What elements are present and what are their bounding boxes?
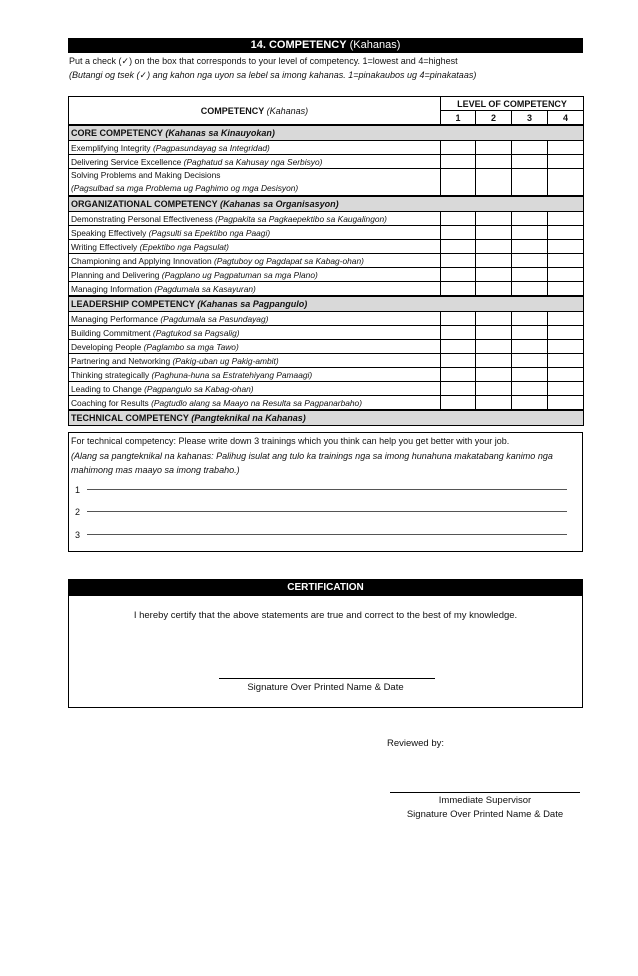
competency-label-local: (Pagpangulo sa Kabag-ohan) [144,383,254,394]
level-1-checkbox[interactable] [441,268,476,282]
level-4-checkbox[interactable] [548,368,584,382]
competency-label-local: (Pagsulbad sa mga Problema ug Paghimo og mga Desisyon) [71,183,299,193]
competency-row [69,326,584,340]
level-2-checkbox[interactable] [476,240,512,254]
competency-header: COMPETENCY (Kahanas) [69,97,441,126]
competency-label-local: (Pagpasundayag sa Integridad) [152,142,270,153]
competency-label: Solving Problems and Making Decisions [71,170,221,180]
training-line-number: 2 [75,507,81,517]
competency-row [69,282,584,297]
training-input-1[interactable] [87,489,567,490]
competency-header-local: (Kahanas) [266,105,309,116]
level-1-checkbox[interactable] [441,240,476,254]
level-2-checkbox[interactable] [476,141,512,155]
competency-label-local: (Pagpakita sa Pagkaepektibo sa Kaugalingon) [215,213,387,224]
level-3-checkbox[interactable] [512,268,548,282]
level-4-checkbox[interactable] [548,326,584,340]
competency-label: Coaching for Results [71,397,149,408]
level-4-checkbox[interactable] [548,268,584,282]
competency-label-local: (Pagplano ug Pagpatuman sa mga Plano) [161,269,318,280]
level-1-checkbox[interactable] [441,340,476,354]
technical-instruction-english: For technical competency: Please write down 3 trainings which you think can help you get better with your job. [71,436,510,446]
competency-label-local: (Pakig-uban ug Pakig-ambit) [172,355,279,366]
level-3-checkbox[interactable] [512,382,548,396]
org-section-header [69,196,584,212]
level-4-checkbox[interactable] [548,240,584,254]
competency-label: Leading to Change [71,383,142,394]
competency-row [69,141,584,155]
competency-row [69,396,584,411]
competency-label: Writing Effectively [71,241,138,252]
technical-instruction-cebuano: (Alang sa pangteknikal na kahanas: Palihug isulat ang tulo ka trainings nga sa imong hunahuna makatabang kanimo nga mahimong mas maayo sa imong trabaho.) [71,451,553,475]
level-1-checkbox[interactable] [441,312,476,326]
competency-label: Building Commitment [71,327,151,338]
competency-label: Developing People [71,341,142,352]
level-4-checkbox[interactable] [548,212,584,226]
competency-row [69,254,584,268]
level-3-checkbox[interactable] [512,312,548,326]
level-3-checkbox[interactable] [512,326,548,340]
leadership-section-header [69,296,584,312]
level-1-checkbox[interactable] [441,382,476,396]
competency-row [69,169,584,197]
competency-table [68,96,584,426]
competency-label-local: (Paglambo sa mga Tawo) [143,341,239,352]
competency-label: Speaking Effectively [71,227,147,238]
level-4-checkbox[interactable] [548,254,584,268]
level-2-checkbox[interactable] [476,268,512,282]
section-title-bar [68,38,583,53]
level-4-checkbox[interactable] [548,396,584,411]
level-3-checkbox[interactable] [512,240,548,254]
competency-row [69,312,584,326]
competency-label: Exemplifying Integrity [71,142,151,153]
level-1-checkbox[interactable] [441,282,476,297]
level-3-checkbox[interactable] [512,155,548,169]
level-1-checkbox[interactable] [441,354,476,368]
level-2-checkbox[interactable] [476,382,512,396]
technical-section-header [69,410,584,426]
level-3-checkbox[interactable] [512,354,548,368]
level-4-checkbox[interactable] [548,155,584,169]
level-3-checkbox[interactable] [512,212,548,226]
competency-label-local: (Pagsulti sa Epektibo nga Paagi) [148,227,271,238]
level-4-checkbox[interactable] [548,141,584,155]
competency-row [69,268,584,282]
competency-label: Delivering Service Excellence [71,156,182,167]
leadership-section-title-local: (Kahanas sa Pagpangulo) [197,299,308,309]
competency-label-local: (Pagtuboy og Pagdapat sa Kabag-ohan) [213,255,364,266]
competency-label: Demonstrating Personal Effectiveness [71,213,213,224]
level-2-header: 2 [476,111,512,126]
competency-label-local: (Pagtudlo alang sa Maayo na Resulta sa Pagpanarbaho) [151,397,362,408]
core-section-title: CORE COMPETENCY [71,128,163,138]
level-2-checkbox[interactable] [476,312,512,326]
instruction-english: Put a check (✓) on the box that corresponds to your level of competency. 1=lowest and 4=highest [69,56,458,66]
level-4-header: 4 [548,111,584,126]
level-2-checkbox[interactable] [476,396,512,411]
competency-label-local: (Pagdumala sa Kasayuran) [154,283,256,294]
competency-row [69,212,584,226]
level-2-checkbox[interactable] [476,368,512,382]
training-input-2[interactable] [87,511,567,512]
competency-label: Planning and Delivering [71,269,162,280]
technical-section-title: TECHNICAL COMPETENCY [71,413,189,423]
section-subtitle: (Kahanas) [349,39,401,51]
reviewed-by-label: Reviewed by: [387,738,445,749]
section-title: 14. COMPETENCY [250,39,347,51]
competency-label-local: (Epektibo nga Pagsulat) [139,241,229,252]
training-line-number: 3 [75,530,81,540]
supervisor-label: Immediate Supervisor [438,795,532,806]
supervisor-signature-label: Signature Over Printed Name & Date [406,809,564,820]
core-section-title-local: (Kahanas sa Kinauyokan) [165,128,275,138]
training-input-3[interactable] [87,534,567,535]
level-1-checkbox[interactable] [441,226,476,240]
level-4-checkbox[interactable] [548,169,584,197]
level-4-checkbox[interactable] [548,282,584,297]
level-3-checkbox[interactable] [512,169,548,197]
level-3-checkbox[interactable] [512,141,548,155]
org-section-title-local: (Kahanas sa Organisasyon) [220,199,339,209]
level-3-header: 3 [512,111,548,126]
competency-label-local: (Paghuna-huna sa Estratehiyang Pamaagi) [151,369,313,380]
level-3-checkbox[interactable] [512,282,548,297]
level-2-checkbox[interactable] [476,354,512,368]
level-1-checkbox[interactable] [441,212,476,226]
supervisor-signature-line[interactable] [390,792,580,793]
competency-label-local: (Paghatud sa Kahusay nga Serbisyo) [183,156,323,167]
level-3-checkbox[interactable] [512,368,548,382]
level-3-checkbox[interactable] [512,226,548,240]
level-2-checkbox[interactable] [476,254,512,268]
level-header: LEVEL OF COMPETENCY [441,97,584,111]
signature-line[interactable] [219,678,435,679]
level-3-checkbox[interactable] [512,254,548,268]
technical-section-title-local: (Pangteknikal na Kahanas) [191,413,306,423]
level-1-checkbox[interactable] [441,169,476,197]
level-1-checkbox[interactable] [441,141,476,155]
signature-label: Signature Over Printed Name & Date [247,682,404,693]
level-2-checkbox[interactable] [476,212,512,226]
level-2-checkbox[interactable] [476,282,512,297]
level-2-checkbox[interactable] [476,226,512,240]
competency-label: Championing and Applying Innovation [71,255,212,266]
competency-row [69,155,584,169]
competency-label: Partnering and Networking [71,355,171,366]
training-line-number: 1 [75,485,81,495]
level-4-checkbox[interactable] [548,354,584,368]
level-4-checkbox[interactable] [548,340,584,354]
certification-statement: I hereby certify that the above statements are true and correct to the best of my knowledge. [133,610,518,621]
competency-label: Managing Information [71,283,153,294]
core-section-header [69,125,584,141]
competency-label: Managing Performance [71,313,159,324]
certification-box [68,579,583,708]
competency-label-local: (Pagdumala sa Pasundayag) [160,313,269,324]
competency-row [69,382,584,396]
competency-row [69,340,584,354]
competency-row [69,226,584,240]
technical-competency-box [68,432,583,552]
certification-title: CERTIFICATION [69,580,582,596]
competency-row [69,368,584,382]
level-2-checkbox[interactable] [476,340,512,354]
level-1-checkbox[interactable] [441,254,476,268]
org-section-title: ORGANIZATIONAL COMPETENCY [71,199,218,209]
competency-label-local: (Pagtukod sa Pagsalig) [152,327,240,338]
level-2-checkbox[interactable] [476,155,512,169]
level-4-checkbox[interactable] [548,382,584,396]
level-2-checkbox[interactable] [476,326,512,340]
level-4-checkbox[interactable] [548,312,584,326]
competency-row [69,354,584,368]
level-2-checkbox[interactable] [476,169,512,197]
competency-label: Thinking strategically [71,369,150,380]
competency-row [69,240,584,254]
level-1-checkbox[interactable] [441,368,476,382]
level-1-checkbox[interactable] [441,326,476,340]
level-1-checkbox[interactable] [441,155,476,169]
level-1-checkbox[interactable] [441,396,476,411]
level-3-checkbox[interactable] [512,340,548,354]
level-4-checkbox[interactable] [548,226,584,240]
level-3-checkbox[interactable] [512,396,548,411]
leadership-section-title: LEADERSHIP COMPETENCY [71,299,195,309]
instruction-cebuano: (Butangi og tsek (✓) ang kahon nga uyon sa lebel sa imong kahanas. 1=pinakaubos ug 4=pinakataas) [69,70,477,80]
level-1-header: 1 [441,111,476,126]
